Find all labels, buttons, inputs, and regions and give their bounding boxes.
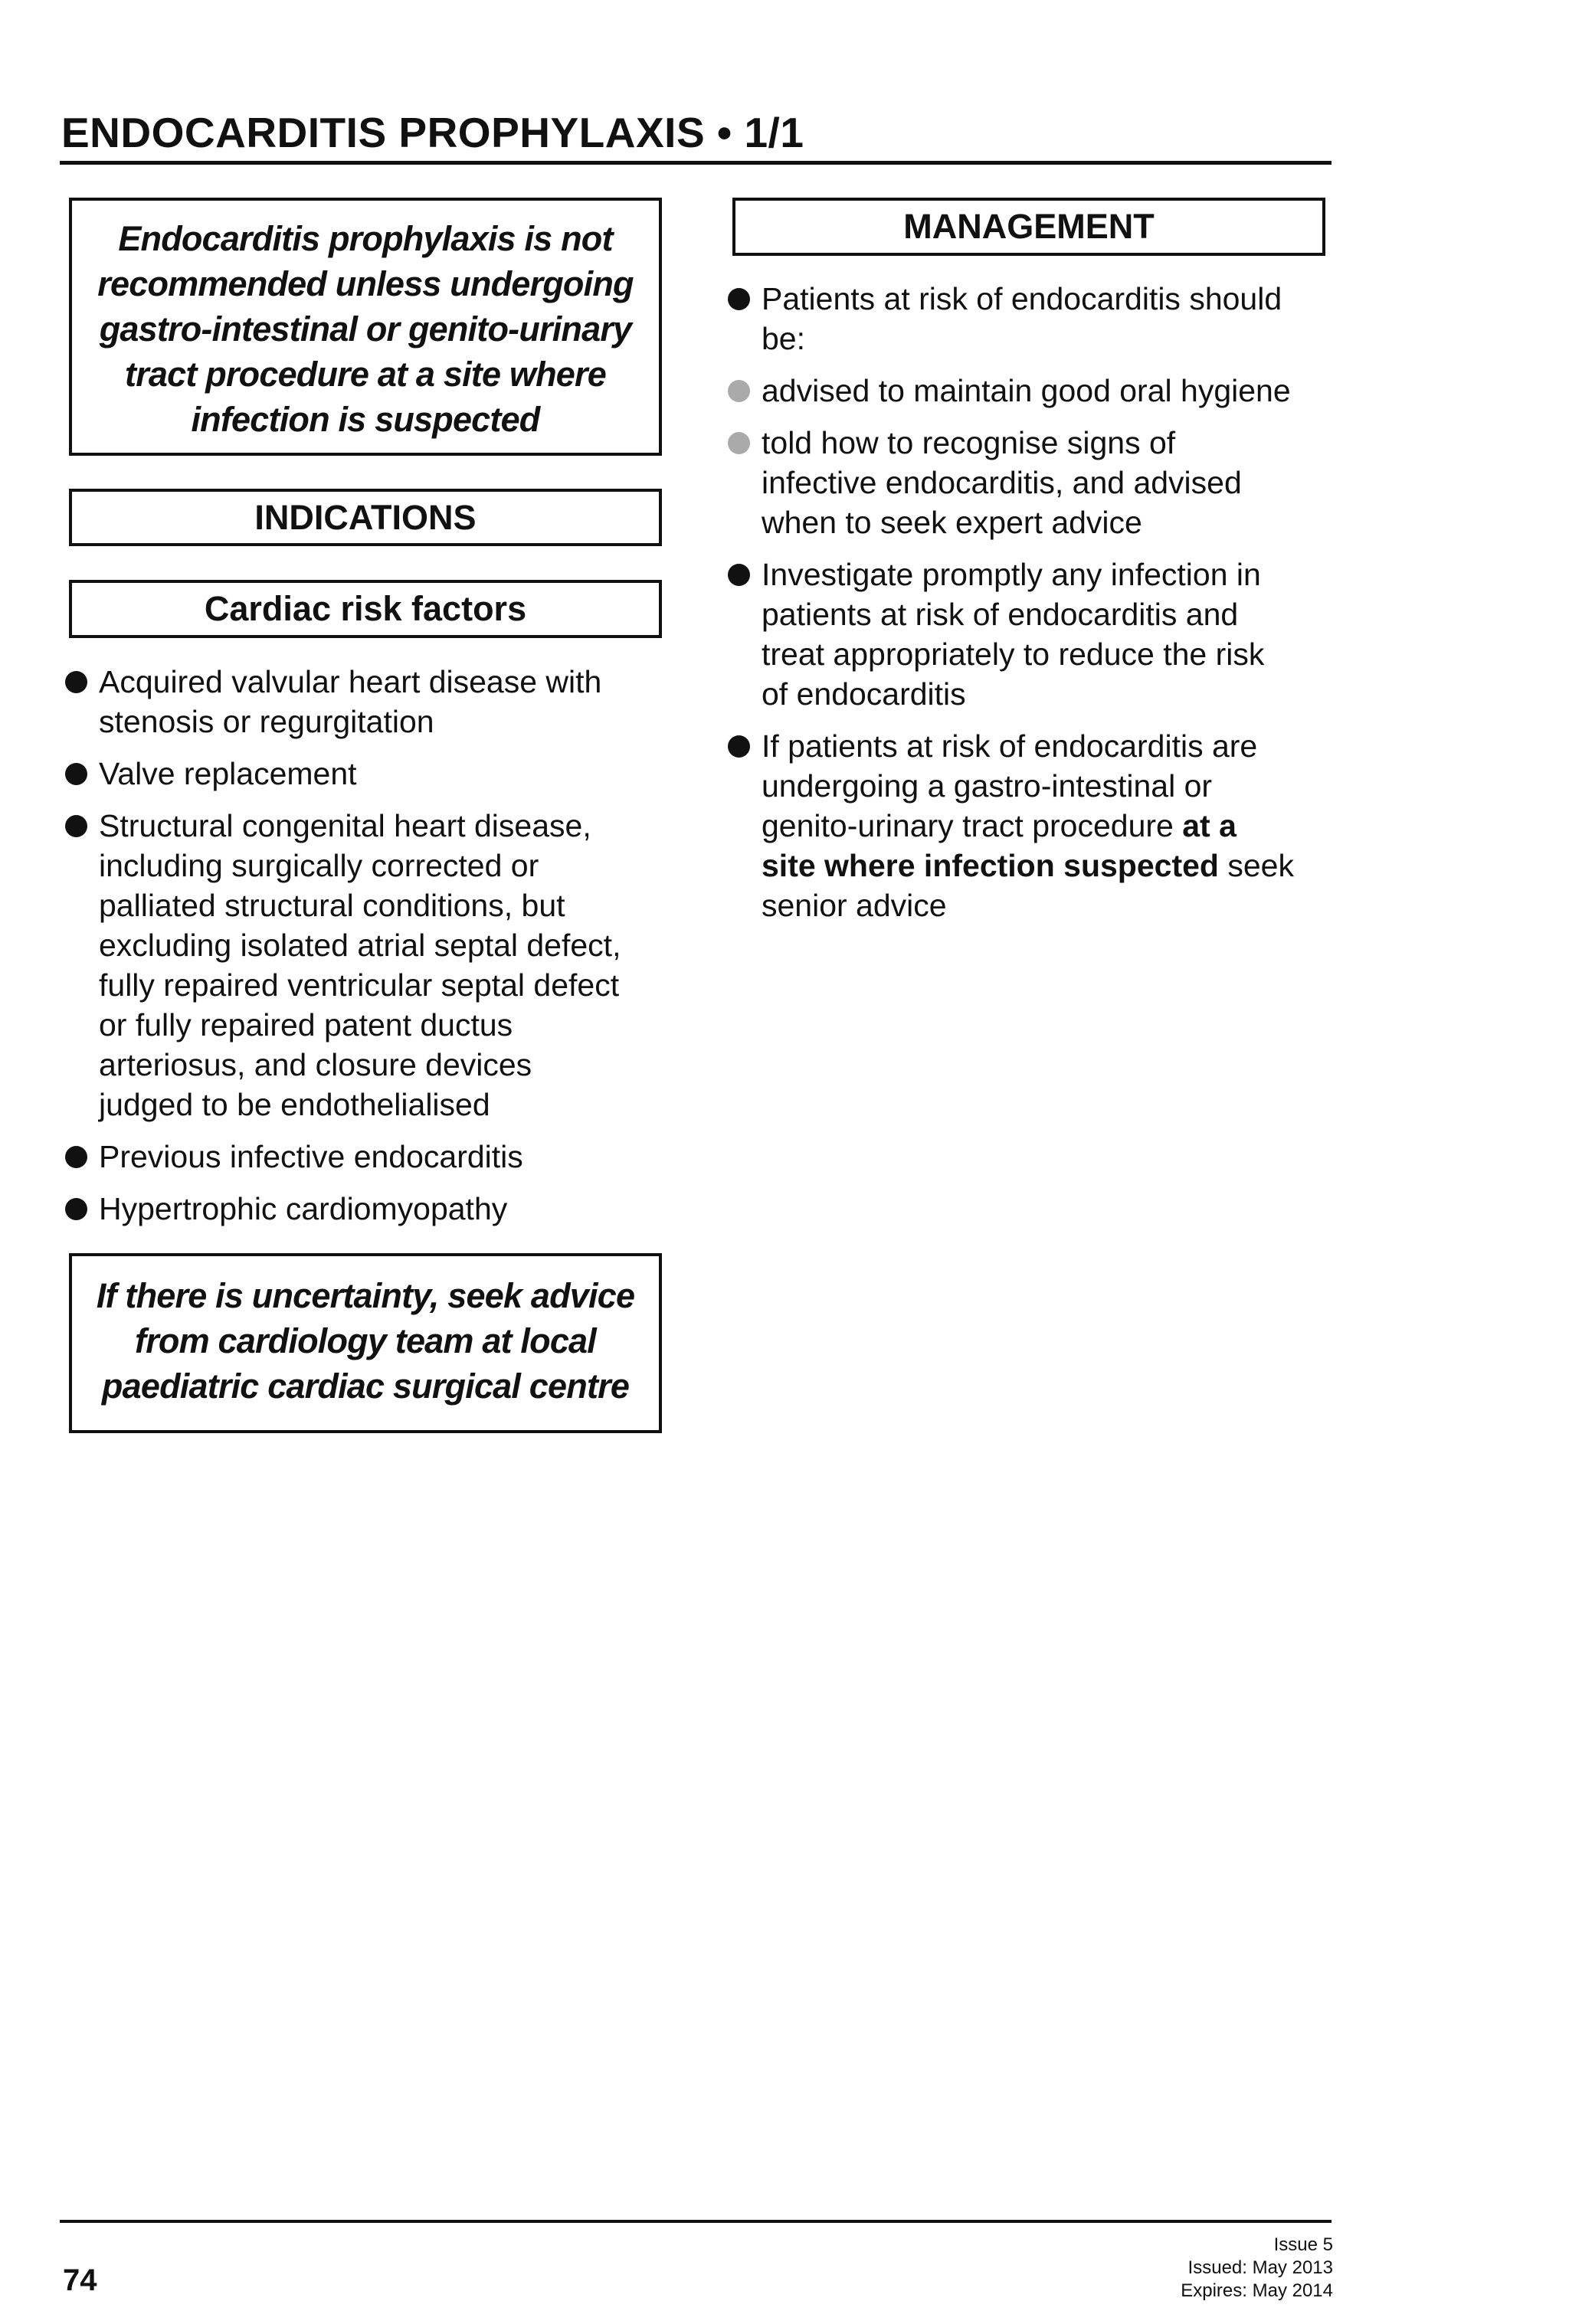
notice-line: recommended unless undergoing	[97, 264, 634, 303]
issue-info	[1181, 2234, 1333, 2303]
management-heading	[732, 198, 1325, 256]
indications-heading-text: INDICATIONS	[254, 497, 477, 537]
header-rule	[60, 161, 1332, 165]
list-item-text: infective endocarditis, and advised	[762, 465, 1242, 500]
cardiac-risk-factors-text: Cardiac risk factors	[204, 589, 527, 628]
bullet-icon	[65, 815, 87, 837]
advice-line: paediatric cardiac surgical centre	[101, 1367, 630, 1406]
bullet-icon	[65, 671, 87, 693]
list-item-text: senior advice	[762, 888, 947, 923]
list-item-text: fully repaired ventricular septal defect	[99, 967, 620, 1003]
list-item-text: Structural congenital heart disease,	[99, 808, 591, 843]
notice-line: tract procedure at a site where	[125, 355, 606, 394]
list-item	[728, 423, 1341, 542]
notice-line: gastro-intestinal or genito-urinary	[99, 309, 632, 349]
issue-number: Issue 5	[1273, 2234, 1333, 2255]
list-item-text	[762, 806, 1341, 846]
issued-date: Issued: May 2013	[1187, 2257, 1333, 2278]
sub-bullet-icon	[728, 432, 750, 454]
prophylaxis-notice-box	[69, 198, 662, 456]
list-item-text: stenosis or regurgitation	[99, 704, 434, 739]
uncertainty-advice-box	[69, 1253, 662, 1433]
list-item	[65, 662, 670, 741]
page-title: ENDOCARDITIS PROPHYLAXIS • 1/1	[61, 109, 804, 156]
bullet-icon	[728, 288, 750, 310]
list-item-text: or fully repaired patent ductus	[99, 1007, 513, 1043]
list-item	[65, 1189, 670, 1229]
list-item-text: told how to recognise signs of	[762, 425, 1176, 460]
cardiac-risk-factors-list	[65, 662, 670, 1241]
list-item-text: Patients at risk of endocarditis should	[762, 281, 1282, 316]
sub-bullet-icon	[728, 380, 750, 402]
list-item-text: Investigate promptly any infection in	[762, 557, 1261, 592]
bullet-icon	[65, 1198, 87, 1220]
list-item-text: Acquired valvular heart disease with	[99, 664, 602, 699]
cardiac-risk-factors-heading	[69, 580, 662, 638]
list-item-text: Hypertrophic cardiomyopathy	[99, 1191, 508, 1226]
notice-line: infection is suspected	[191, 400, 540, 439]
list-item	[728, 726, 1341, 925]
management-heading-text: MANAGEMENT	[903, 207, 1155, 246]
advice-line: If there is uncertainty, seek advice	[96, 1276, 635, 1315]
list-item	[65, 806, 670, 1124]
list-item-text: be:	[762, 321, 805, 356]
bullet-icon	[728, 735, 750, 758]
bullet-icon	[65, 1146, 87, 1168]
bullet-icon	[728, 564, 750, 586]
list-item-text: of endocarditis	[762, 676, 966, 712]
list-item-text: Valve replacement	[99, 756, 357, 791]
indications-heading	[69, 489, 662, 546]
list-item-text: patients at risk of endocarditis and	[762, 597, 1239, 632]
page-number: 74	[63, 2263, 97, 2297]
footer-rule	[60, 2220, 1332, 2223]
management-list	[728, 279, 1341, 938]
emphasis-text: at a	[1182, 808, 1237, 843]
advice-line: from cardiology team at local	[135, 1321, 596, 1360]
list-item	[65, 754, 670, 794]
list-item-text: If patients at risk of endocarditis are	[762, 728, 1258, 764]
list-item-text: advised to maintain good oral hygiene	[762, 373, 1291, 408]
list-item	[728, 279, 1341, 358]
bullet-icon	[65, 763, 87, 785]
expiry-date: Expires: May 2014	[1181, 2280, 1333, 2301]
list-item	[728, 371, 1341, 411]
list-item-text: undergoing a gastro-intestinal or	[762, 768, 1213, 804]
text-segment: seek	[1218, 848, 1294, 883]
list-item-text: including surgically corrected or	[99, 848, 539, 883]
list-item-text: palliated structural conditions, but	[99, 888, 565, 923]
list-item-text	[762, 846, 1341, 885]
list-item-text: when to seek expert advice	[762, 505, 1142, 540]
list-item-text: treat appropriately to reduce the risk	[762, 637, 1265, 672]
notice-line: Endocarditis prophylaxis is not	[118, 219, 613, 258]
text-segment: genito-urinary tract procedure	[762, 808, 1183, 843]
list-item	[728, 555, 1341, 714]
list-item-text: arteriosus, and closure devices	[99, 1047, 532, 1082]
list-item	[65, 1137, 670, 1177]
list-item-text: excluding isolated atrial septal defect,	[99, 928, 621, 963]
emphasis-text: site where infection suspected	[762, 848, 1219, 883]
list-item-text: Previous infective endocarditis	[99, 1139, 523, 1174]
list-item-text: judged to be endothelialised	[99, 1087, 490, 1122]
